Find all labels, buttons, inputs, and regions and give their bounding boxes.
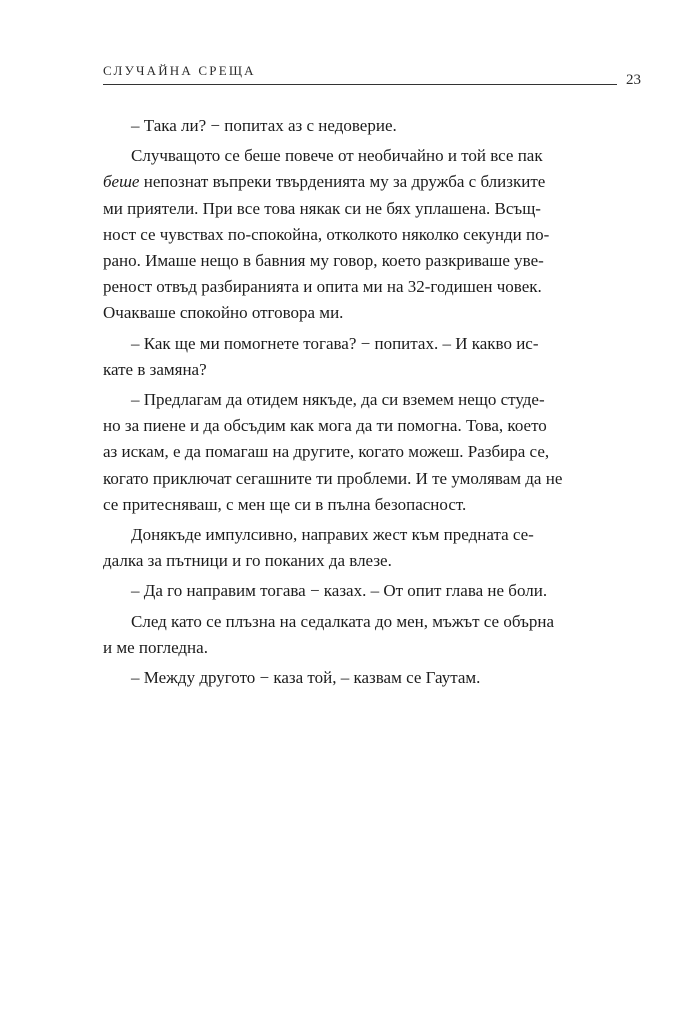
paragraph	[103, 609, 643, 661]
text-line	[103, 169, 643, 195]
text-line: но за пиене и да обсъдим как мога да ти помогна. Това, което	[103, 416, 547, 436]
header-rule	[103, 84, 617, 85]
text-line: и ме погледна.	[103, 637, 208, 657]
text-line: След като се плъзна на седалката до мен, мъжът се обърна	[131, 611, 555, 631]
text-line: реност отвъд разбиранията и опита ми на 32-годишен човек.	[103, 277, 542, 297]
paragraph	[103, 665, 643, 691]
text-line: се притесняваш, с мен ще си в пълна безопасност.	[103, 494, 467, 514]
text-line: ми приятели. При все това някак си не бях уплашена. Всъщ-	[103, 198, 541, 218]
italic-word: беше	[103, 172, 140, 192]
paragraph	[103, 578, 643, 604]
text-line: Случващото се беше повече от необичайно и той все пак	[131, 146, 543, 166]
body-text	[103, 113, 643, 691]
text-line: аз искам, е да помагаш на другите, когато можеш. Разбира се,	[103, 442, 550, 462]
text-line: – Как ще ми помогнете тогава? − попитах. – И какво ис-	[131, 333, 539, 353]
paragraph	[103, 331, 643, 383]
text-line: когато приключат сегашните ти проблеми. И те умолявам да не	[103, 468, 563, 488]
text-line: ност се чувствах по-спокойна, отколкото няколко секунди по-	[103, 224, 550, 244]
text-line: кате в замяна?	[103, 359, 207, 379]
text-line: – Предлагам да отидем някъде, да си вземем нещо студе-	[131, 390, 545, 410]
text-line: – Така ли? − попитах аз с недоверие.	[131, 116, 397, 135]
running-head: СЛУЧАЙНА СРЕЩА	[103, 63, 256, 78]
text-line: далка за пътници и го поканих да влезе.	[103, 551, 392, 571]
paragraph	[103, 113, 643, 139]
paragraph	[103, 143, 643, 326]
paragraph	[103, 522, 643, 574]
text-line-rest: непознат въпреки твърденията му за дружба с близките	[139, 172, 546, 192]
text-line: Донякъде импулсивно, направих жест към предната се-	[131, 525, 534, 545]
paragraph	[103, 387, 643, 518]
page-number: 23	[626, 72, 641, 88]
text-line: – Да го направим тогава − казах. – От опит глава не боли.	[131, 581, 548, 601]
text-line: Очакваше спокойно отговора ми.	[103, 303, 344, 323]
text-line: рано. Имаше нещо в бавния му говор, което разкриваше уве-	[103, 251, 544, 271]
text-line: – Между другото − каза той, – казвам се Гаутам.	[131, 668, 481, 688]
